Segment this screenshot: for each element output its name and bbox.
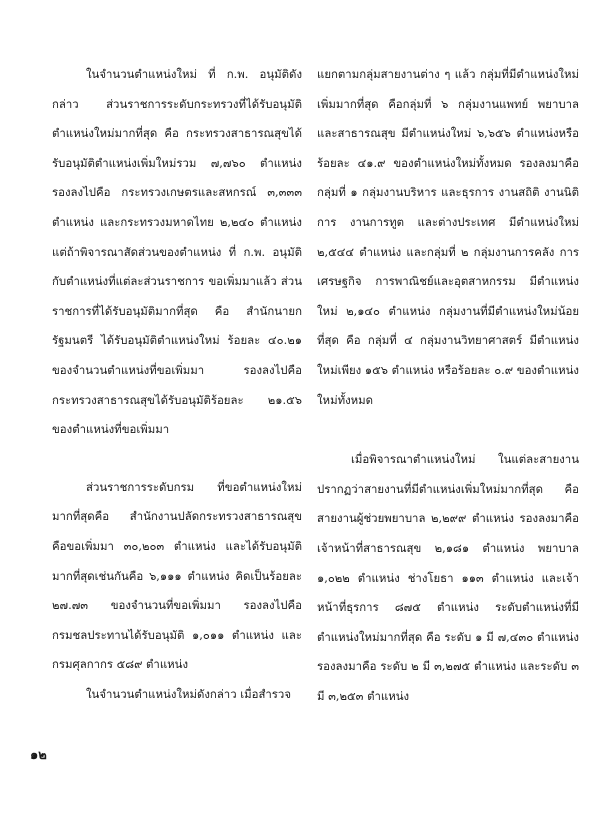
right-column — [317, 60, 579, 711]
body-paragraph: ในจำนวนตำแหน่งใหม่ดังกล่าว เมื่อสำรวจ — [86, 686, 291, 701]
page-number: ๑๒ — [30, 748, 47, 763]
left-column — [52, 60, 302, 709]
body-paragraph: ส่วนราชการระดับกรม ที่ขอตำแหน่งใหม่มากที่สุดคือ สำนักงานปลัดกระทรวงสาธารณสุข คือขอเพิ่มมา ๓๐,๒๐๓ ตำแหน่ง และได้รับอนุมัติมากที่สุดเช่นกันคือ ๖,๑๑๑ ตำแหน่ง คิดเป็นร้อยละ ๒๗.๗๓ ของจำนวนที่ขอเพิ่มมา รองลงไปคือ กรมชลประทานได้รับอนุมัติ ๑,๐๑๑ ตำแหน่ง และกรมศุลกากร ๕๘๙ ตำแหน่ง — [52, 479, 302, 672]
body-paragraph: เมื่อพิจารณาตำแหน่งใหม่ ในแต่ละสายงานปรากฏว่าสายงานที่มีตำแหน่งเพิ่มใหม่มากที่สุด คือสายงานผู้ช่วยพยาบาล ๒,๒๙๙ ตำแหน่ง รองลงมาคือเจ้าหน้าที่สาธารณสุข ๒,๑๘๑ ตำแหน่ง พยาบาล ๑,๐๒๒ ตำแหน่ง ช่างโยธา ๑๑๓ ตำแหน่ง และเจ้าหน้าที่ธุรการ ๘๗๕ ตำแหน่ง ระดับตำแหน่งที่มีตำแหน่งใหม่มากที่สุด คือ ระดับ ๑ มี ๗,๔๓๐ ตำแหน่ง รองลงมาคือ ระดับ ๒ มี ๓,๒๗๕ ตำแหน่ง และระดับ ๓ มี ๓,๒๕๓ ตำแหน่ง — [317, 452, 579, 703]
paragraph-gap — [317, 415, 579, 445]
paragraph-gap — [52, 445, 302, 473]
body-paragraph: แยกตามกลุ่มสายงานต่าง ๆ แล้ว กลุ่มที่มีตำแหน่งใหม่เพิ่มมากที่สุด คือกลุ่มที่ ๖ กลุ่มงานแพทย์ พยาบาล และสาธารณสุข มีตำแหน่งใหม่ ๖,๖๕๖ ตำแหน่งหรือร้อยละ ๔๑.๙ ของตำแหน่งใหม่ทั้งหมด รองลงมาคือ กลุ่มที่ ๑ กลุ่มงานบริหาร และธุรการ งานสถิติ งานนิติการ งานการทูต และต่างประเทศ มีตำแหน่งใหม่ ๒,๕๔๔ ตำแหน่ง และกลุ่มที่ ๒ กลุ่มงานการคลัง การเศรษฐกิจ การพาณิชย์และอุตสาหกรรม มีตำแหน่งใหม่ ๒,๑๔๐ ตำแหน่ง กลุ่มงานที่มีตำแหน่งใหม่น้อยที่สุด คือ กลุ่มที่ ๔ กลุ่มงานวิทยาศาสตร์ มีตำแหน่งใหม่เพียง ๑๕๖ ตำแหน่ง หรือร้อยละ ๐.๙ ของตำแหน่งใหม่ทั้งหมด — [317, 67, 579, 407]
body-paragraph: ในจำนวนตำแหน่งใหม่ ที่ ก.พ. อนุมัติดังกล่าว ส่วนราชการระดับกระทรวงที่ได้รับอนุมัติตำแหน่งใหม่มากที่สุด คือ กระทรวงสาธารณสุขได้รับอนุมัติตำแหน่งเพิ่มใหม่รวม ๗,๗๖๐ ตำแหน่ง รองลงไปคือ กระทรวงเกษตรและสหกรณ์ ๓,๓๓๓ ตำแหน่ง และกระทรวงมหาดไทย ๒,๒๔๐ ตำแหน่ง แต่ถ้าพิจารณาสัดส่วนของตำแหน่ง ที่ ก.พ. อนุมัติกับตำแหน่งที่แต่ละส่วนราชการ ขอเพิ่มมาแล้ว ส่วนราชการที่ได้รับอนุมัติมากที่สุด คือ สำนักนายกรัฐมนตรี ได้รับอนุมัติตำแหน่งใหม่ ร้อยละ ๔๐.๒๑ ของจำนวนตำแหน่งที่ขอเพิ่มมา รองลงไปคือ กระทรวงสาธารณสุขได้รับอนุมัติร้อยละ ๒๑.๕๖ ของตำแหน่งที่ขอเพิ่มมา — [52, 67, 302, 437]
